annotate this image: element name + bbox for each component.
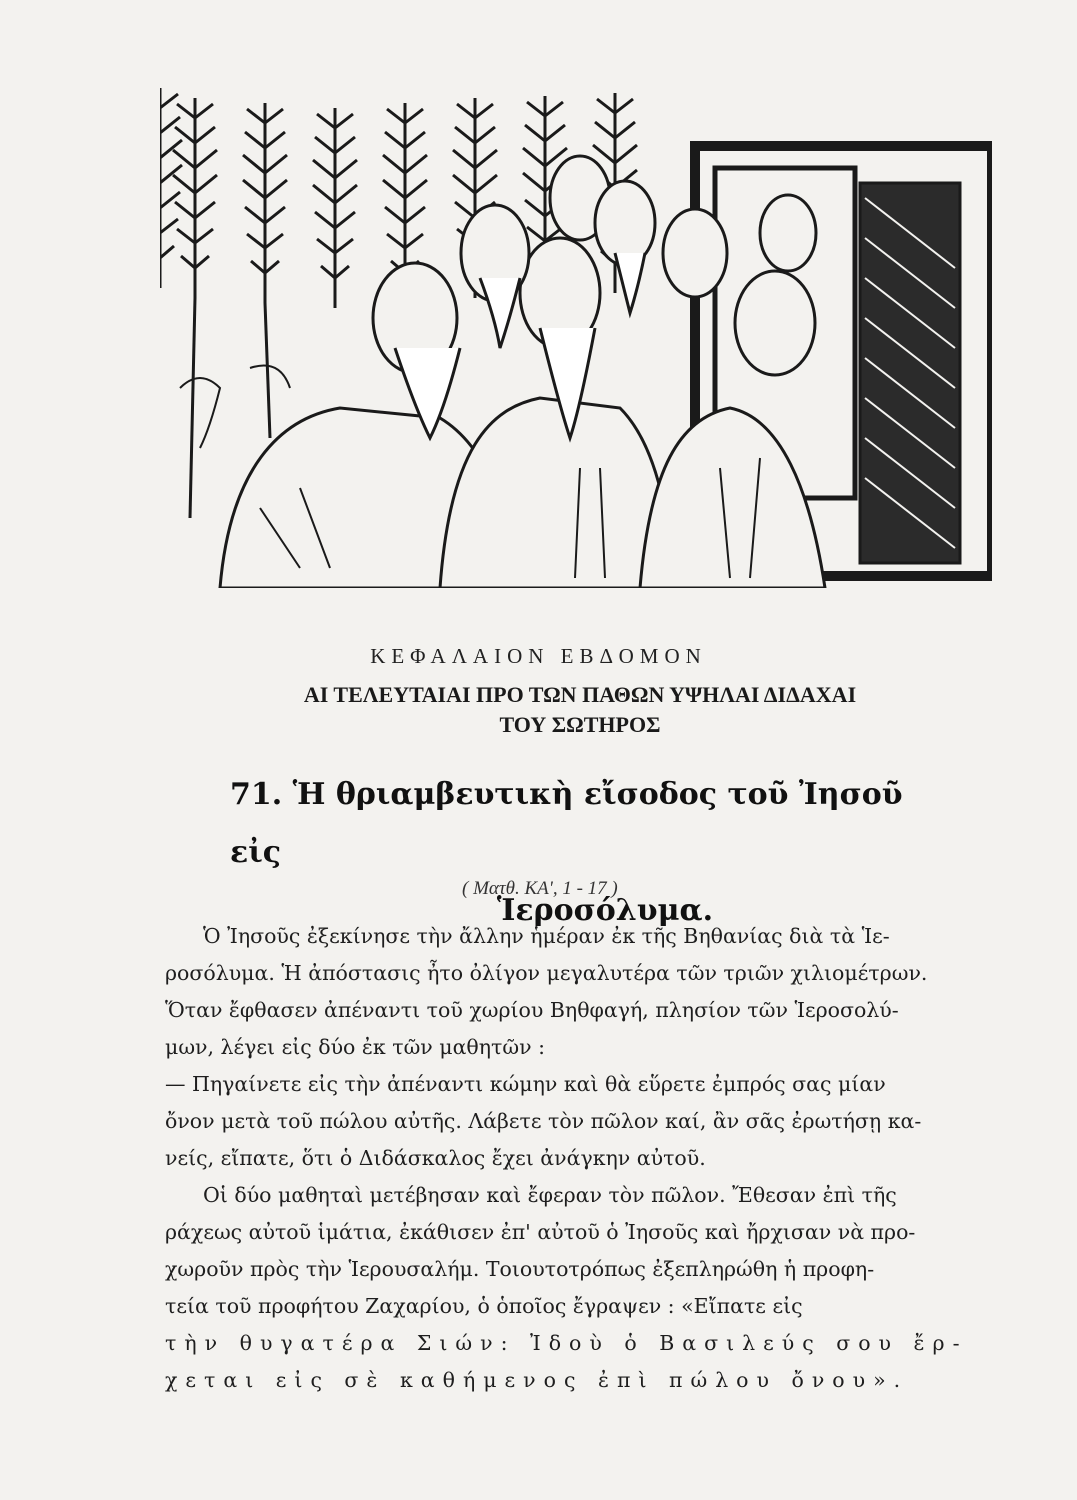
body-line: νείς, εἴπατε, ὅτι ὁ Διδάσκαλος ἔχει ἀνάγκην αὐτοῦ.: [165, 1146, 706, 1170]
body-line: Οἱ δύο μαθηταὶ μετέβησαν καὶ ἔφεραν τὸν πῶλον. Ἔθεσαν ἐπὶ τῆς: [203, 1183, 897, 1207]
palm-sunday-woodcut-illustration: [160, 88, 992, 588]
body-line: τὴν θυγατέρα Σιών: Ἰδοὺ ὁ Βασιλεύς σου ἔρ-: [165, 1331, 968, 1355]
section-heading: [230, 766, 940, 940]
chapter-label: ΚΕΦΑΛΑΙΟΝ ΕΒΔΟΜΟΝ: [370, 644, 707, 668]
body-line: Ὅταν ἔφθασεν ἀπέναντι τοῦ χωρίου Βηθφαγή, πλησίον τῶν Ἱεροσολύ-: [165, 998, 899, 1022]
body-line: τεία τοῦ προφήτου Ζαχαρίου, ὁ ὁποῖος ἔγραψεν : «Εἴπατε εἰς: [165, 1294, 803, 1318]
chapter-title-line-2: ΤΟΥ ΣΩΤΗΡΟΣ: [499, 712, 661, 737]
scripture-reference: ( Ματθ. ΚΑ', 1 - 17 ): [462, 878, 618, 899]
body-text: [165, 918, 980, 1399]
section-heading-line-2: Ἱεροσόλυμα.: [496, 893, 714, 928]
body-line: ὄνον μετὰ τοῦ πώλου αὐτῆς. Λάβετε τὸν πῶλον καί, ἂν σᾶς ἐρωτήσῃ κα-: [165, 1109, 922, 1133]
chapter-title: [250, 680, 910, 740]
body-line: χωροῦν πρὸς τὴν Ἱερουσαλήμ. Τοιουτοτρόπως ἐξεπληρώθη ἡ προφη-: [165, 1257, 875, 1281]
body-line: χεται εἰς σὲ καθήμενος ἐπὶ πώλου ὄνου».: [165, 1368, 909, 1392]
body-line: μων, λέγει εἰς δύο ἐκ τῶν μαθητῶν :: [165, 1035, 545, 1059]
section-heading-line-1: 71. Ἡ θριαμβευτικὴ εἴσοδος τοῦ Ἰησοῦ εἰς: [230, 777, 903, 870]
body-line: ροσόλυμα. Ἡ ἀπόστασις ἦτο ὀλίγον μεγαλυτέρα τῶν τριῶν χιλιομέτρων.: [165, 961, 928, 985]
body-line: — Πηγαίνετε εἰς τὴν ἀπέναντι κώμην καὶ θὰ εὕρετε ἐμπρός σας μίαν: [165, 1072, 886, 1096]
body-line: Ὁ Ἰησοῦς ἐξεκίνησε τὴν ἄλλην ἡμέραν ἐκ τῆς Βηθανίας διὰ τὰ Ἱε-: [203, 924, 890, 948]
chapter-title-line-1: ΑΙ ΤΕΛΕΥΤΑΙΑΙ ΠΡΟ ΤΩΝ ΠΑΘΩΝ ΥΨΗΛΑΙ ΔΙΔΑΧΑΙ: [303, 682, 857, 707]
crowd-figures: [220, 156, 825, 588]
body-line: ράχεως αὐτοῦ ἱμάτια, ἐκάθισεν ἐπ' αὐτοῦ ὁ Ἰησοῦς καὶ ἤρχισαν νὰ προ-: [165, 1220, 916, 1244]
